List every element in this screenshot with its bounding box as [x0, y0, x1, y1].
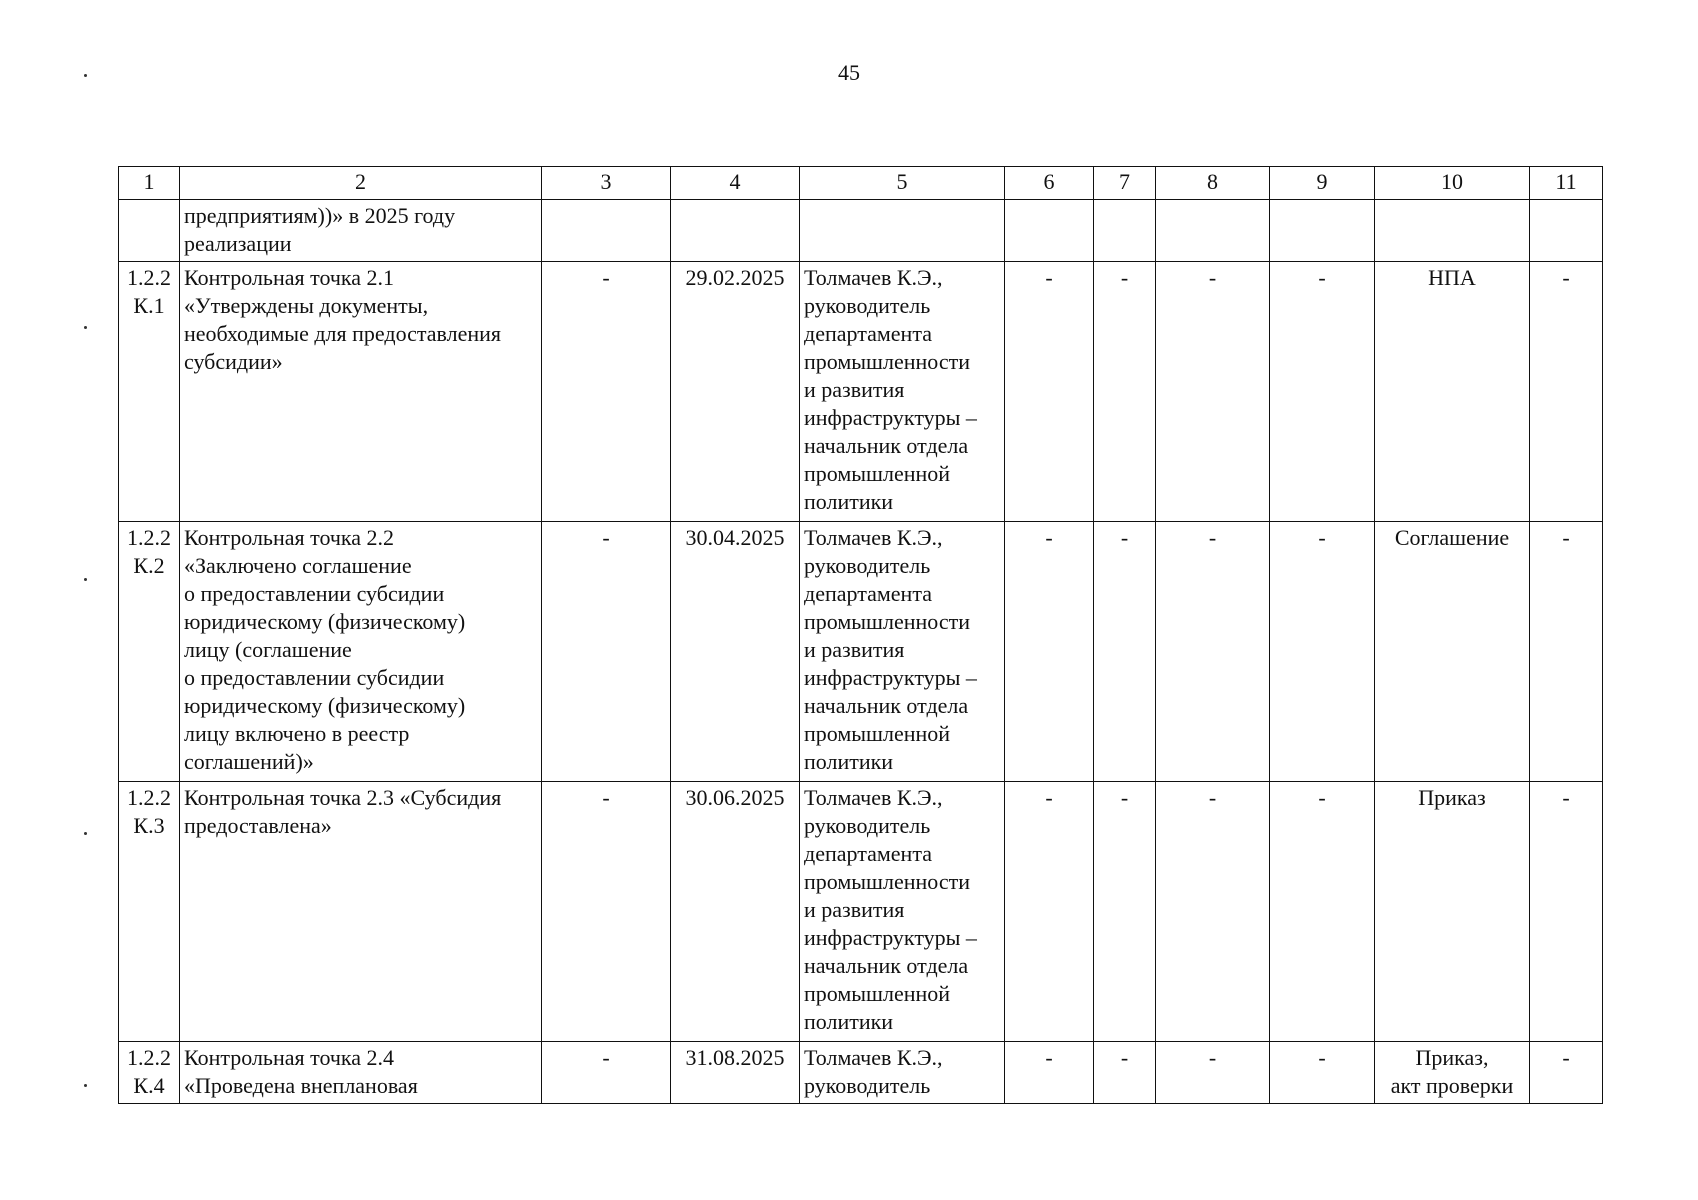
column-7-cell: -	[1094, 782, 1156, 1042]
column-3-cell: -	[542, 522, 671, 782]
responsible-cell: Толмачев К.Э., руководитель	[800, 1042, 1005, 1104]
column-11-cell: -	[1530, 522, 1603, 782]
responsible-cell: Толмачев К.Э., руководитель департамента промышленности и развития инфраструктуры – начальник отдела промышленной политики	[800, 522, 1005, 782]
column-11-cell: -	[1530, 262, 1603, 522]
column-7-cell: -	[1094, 522, 1156, 782]
table-row	[119, 200, 1603, 262]
scan-speck	[84, 326, 87, 329]
row-number-cell: 1.2.2 К.3	[119, 782, 180, 1042]
row-number-cell: 1.2.2 К.2	[119, 522, 180, 782]
column-number: 10	[1375, 167, 1530, 200]
document-cell: Приказ, акт проверки	[1375, 1042, 1530, 1104]
column-8-cell: -	[1156, 522, 1270, 782]
column-6-cell: -	[1005, 262, 1094, 522]
row-number-cell: 1.2.2 К.1	[119, 262, 180, 522]
column-7-cell: -	[1094, 262, 1156, 522]
control-point-name-cell: Контрольная точка 2.4 «Проведена внеплановая	[180, 1042, 542, 1104]
row-number-cell	[119, 200, 180, 262]
column-number: 7	[1094, 167, 1156, 200]
column-3-cell	[542, 200, 671, 262]
date-cell: 29.02.2025	[671, 262, 800, 522]
column-8-cell	[1156, 200, 1270, 262]
document-cell: НПА	[1375, 262, 1530, 522]
page-number: 45	[838, 60, 860, 85]
column-3-cell: -	[542, 262, 671, 522]
column-9-cell: -	[1270, 262, 1375, 522]
column-11-cell	[1530, 200, 1603, 262]
document-cell	[1375, 200, 1530, 262]
scan-speck	[84, 74, 87, 77]
column-6-cell	[1005, 200, 1094, 262]
column-9-cell	[1270, 200, 1375, 262]
column-number: 9	[1270, 167, 1375, 200]
column-8-cell: -	[1156, 1042, 1270, 1104]
responsible-cell	[800, 200, 1005, 262]
column-9-cell: -	[1270, 522, 1375, 782]
scan-speck	[84, 1084, 87, 1087]
date-cell: 31.08.2025	[671, 1042, 800, 1104]
column-9-cell: -	[1270, 782, 1375, 1042]
column-7-cell: -	[1094, 1042, 1156, 1104]
column-3-cell: -	[542, 1042, 671, 1104]
column-9-cell: -	[1270, 1042, 1375, 1104]
control-point-name-cell: Контрольная точка 2.3 «Субсидия предоставлена»	[180, 782, 542, 1042]
table-row	[119, 522, 1603, 782]
column-11-cell: -	[1530, 782, 1603, 1042]
column-number: 5	[800, 167, 1005, 200]
column-3-cell: -	[542, 782, 671, 1042]
column-8-cell: -	[1156, 262, 1270, 522]
responsible-cell: Толмачев К.Э., руководитель департамента промышленности и развития инфраструктуры – начальник отдела промышленной политики	[800, 262, 1005, 522]
column-number: 3	[542, 167, 671, 200]
column-number-row	[119, 167, 1603, 200]
scan-speck	[84, 578, 87, 581]
control-point-name-cell: Контрольная точка 2.1 «Утверждены документы, необходимые для предоставления субсидии»	[180, 262, 542, 522]
scan-speck	[84, 832, 87, 835]
document-cell: Соглашение	[1375, 522, 1530, 782]
date-cell: 30.06.2025	[671, 782, 800, 1042]
control-point-name-cell: предприятиям))» в 2025 году реализации	[180, 200, 542, 262]
column-number: 4	[671, 167, 800, 200]
column-number: 6	[1005, 167, 1094, 200]
column-number: 2	[180, 167, 542, 200]
table-row	[119, 782, 1603, 1042]
column-6-cell: -	[1005, 1042, 1094, 1104]
date-cell	[671, 200, 800, 262]
column-8-cell: -	[1156, 782, 1270, 1042]
table-row	[119, 262, 1603, 522]
column-6-cell: -	[1005, 782, 1094, 1042]
row-number-cell: 1.2.2 К.4	[119, 1042, 180, 1104]
table-row	[119, 1042, 1603, 1104]
column-6-cell: -	[1005, 522, 1094, 782]
document-cell: Приказ	[1375, 782, 1530, 1042]
column-11-cell: -	[1530, 1042, 1603, 1104]
control-points-table	[118, 166, 1603, 1104]
column-number: 8	[1156, 167, 1270, 200]
column-7-cell	[1094, 200, 1156, 262]
column-number: 1	[119, 167, 180, 200]
date-cell: 30.04.2025	[671, 522, 800, 782]
control-point-name-cell: Контрольная точка 2.2 «Заключено соглашение о предоставлении субсидии юридическому (физическому) лицу (соглашение о предоставлении субсидии юридическому (физическому) лицу включено в реестр соглашений)»	[180, 522, 542, 782]
responsible-cell: Толмачев К.Э., руководитель департамента промышленности и развития инфраструктуры – начальник отдела промышленной политики	[800, 782, 1005, 1042]
column-number: 11	[1530, 167, 1603, 200]
